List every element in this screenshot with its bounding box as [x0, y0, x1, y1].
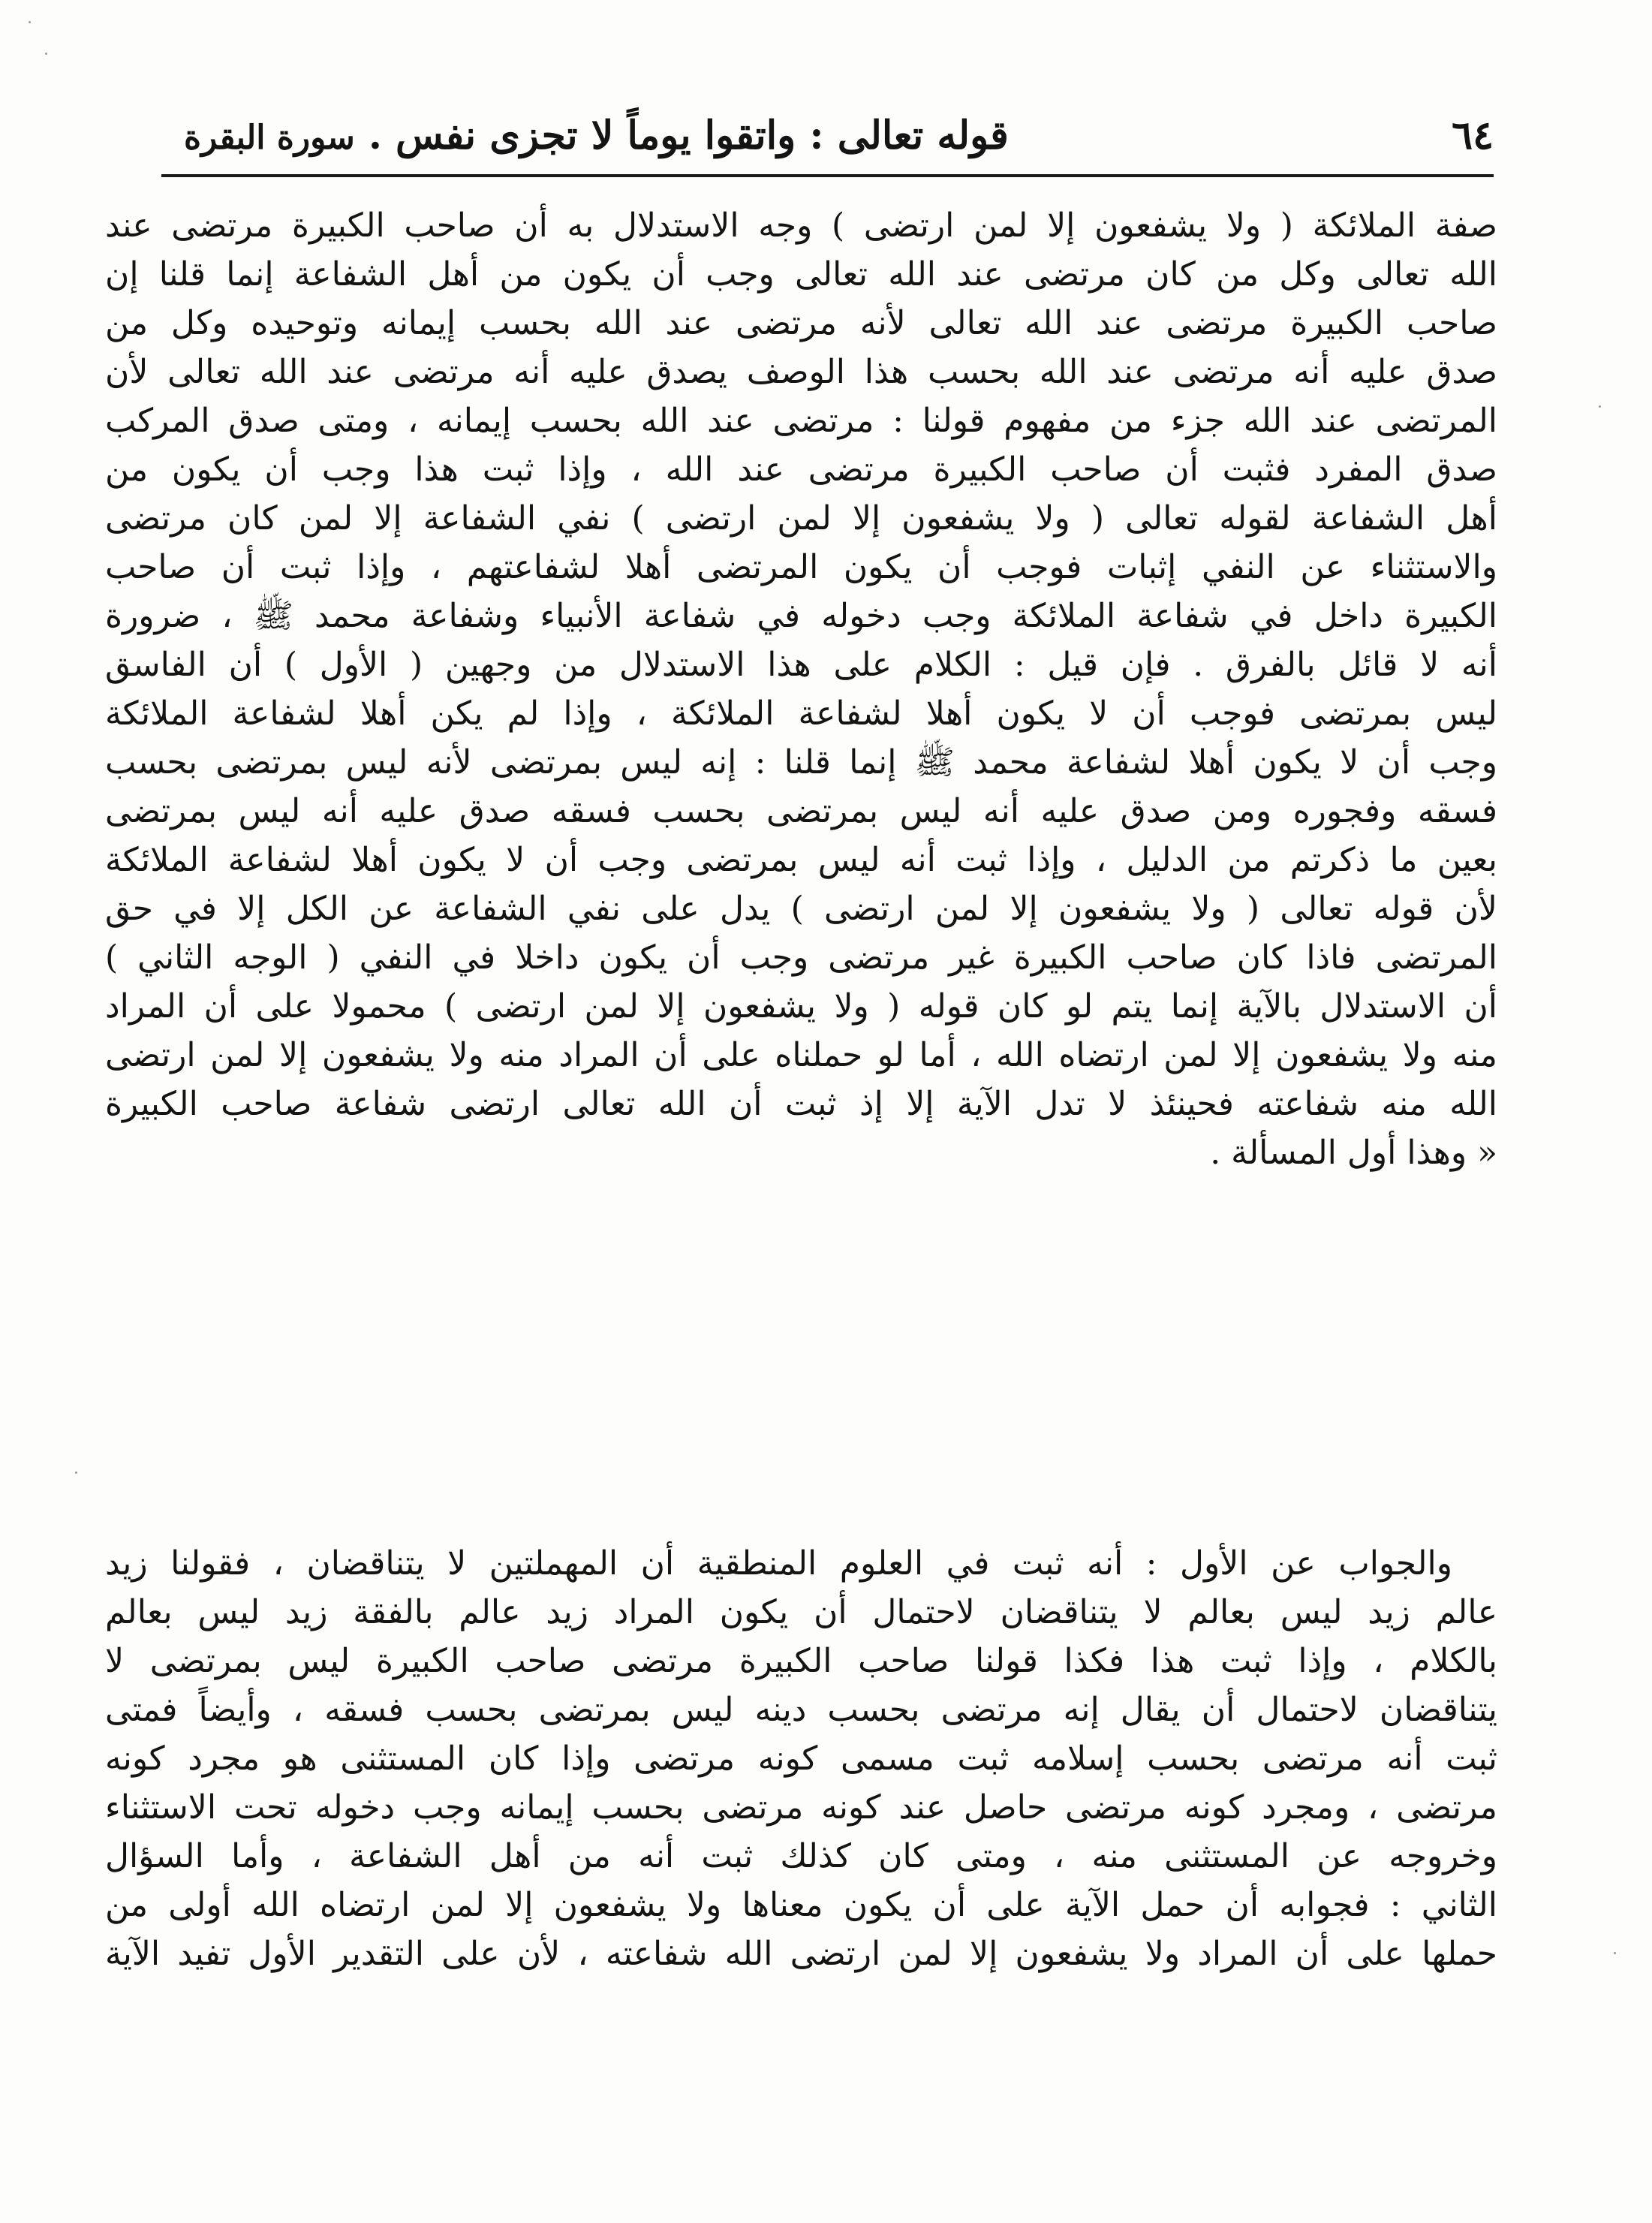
text-line: منه ولا يشفعون إلا لمن ارتضاه الله ، أما لو حملناه على أن المراد منه ولا يشفعون إلا لمن ارتضى [105, 1036, 1497, 1074]
text-line: المرتضى فاذا كان صاحب الكبيرة غير مرتضى وجب أن يكون داخلا في النفي ( الوجه الثاني ) [105, 938, 1497, 977]
text-line: أن الاستدلال بالآية إنما يتم لو كان قوله ( ولا يشفعون إلا لمن ارتضى ) محمولا على أن المراد [105, 987, 1497, 1026]
text-line: صدق عليه أنه مرتضى عند الله بحسب هذا الوصف يصدق عليه أنه مرتضى عند الله تعالى لأن [105, 353, 1497, 391]
paragraph-2 [105, 1539, 1497, 1978]
scan-speck [29, 21, 31, 23]
paragraph-1 [105, 201, 1497, 1177]
page-number: ٦٤ [1452, 112, 1494, 158]
running-title [161, 113, 1404, 158]
text-line: عالم زيد ليس بعالم لا يتناقضان لاحتمال أن يكون المراد زيد عالم بالفقة زيد ليس بعالم [105, 1593, 1497, 1631]
text-line: مرتضى ، ومجرد كونه مرتضى حاصل عند كونه مرتضى بحسب إيمانه وجب دخوله تحت الاستثناء [105, 1788, 1497, 1827]
running-title-text: قوله تعالى : واتقوا يوماً لا تجزى نفس . [368, 112, 1009, 158]
text-line: أنه لا قائل بالفرق . فإن قيل : الكلام على هذا الاستدلال من وجهين ( الأول ) أن الفاسق [105, 646, 1497, 684]
page-header [161, 105, 1494, 165]
text-line: الله منه شفاعته فحينئذ لا تدل الآية إلا إذ ثبت أن الله تعالى ارتضى شفاعة صاحب الكبيرة [105, 1085, 1497, 1123]
text-line: بالكلام ، وإذا ثبت هذا فكذا قولنا صاحب الكبيرة مرتضى صاحب الكبيرة ليس بمرتضى لا [105, 1642, 1497, 1680]
text-line: والاستثناء عن النفي إثبات فوجب أن يكون المرتضى أهلا لشفاعتهم ، وإذا ثبت أن صاحب [105, 548, 1497, 586]
text-line: يتناقضان لاحتمال أن يقال إنه مرتضى بحسب دينه ليس بمرتضى بحسب فسقه ، وأيضاً فمتى [105, 1691, 1497, 1729]
text-line: الثاني : فجوابه أن حمل الآية على أن يكون معناها ولا يشفعون إلا لمن ارتضاه الله أولى من [105, 1886, 1497, 1924]
scan-speck [75, 1471, 77, 1474]
scan-speck [1599, 405, 1601, 408]
scan-speck [1614, 1952, 1616, 1954]
text-line: صفة الملائكة ( ولا يشفعون إلا لمن ارتضى ) وجه الاستدلال به أن صاحب الكبيرة مرتضى عند [105, 206, 1497, 245]
text-line: المرتضى عند الله جزء من مفهوم قولنا : مرتضى عند الله بحسب إيمانه ، ومتى صدق المركب [105, 402, 1497, 440]
text-line: صدق المفرد فثبت أن صاحب الكبيرة مرتضى عند الله ، وإذا ثبت هذا وجب أن يكون من [105, 450, 1497, 489]
text-line: أهل الشفاعة لقوله تعالى ( ولا يشفعون إلا لمن ارتضى ) نفي الشفاعة إلا لمن كان مرتضى [105, 499, 1497, 538]
text-line: « وهذا أول المسألة . [1210, 1134, 1497, 1172]
text-line: وخروجه عن المستثنى منه ، ومتى كان كذلك ثبت أنه من أهل الشفاعة ، وأما السؤال [105, 1837, 1497, 1875]
text-line: بعين ما ذكرتم من الدليل ، وإذا ثبت أنه ليس بمرتضى وجب أن لا يكون أهلا لشفاعة الملائكة [105, 841, 1497, 879]
sura-name: سورة البقرة [184, 118, 355, 157]
header-rule [161, 174, 1494, 177]
text-line: والجواب عن الأول : أنه ثبت في العلوم المنطقية أن المهملتين لا يتناقضان ، فقولنا زيد [105, 1544, 1452, 1583]
text-line: وجب أن لا يكون أهلا لشفاعة محمد ﷺ إنما قلنا : إنه ليس بمرتضى لأنه ليس بمرتضى بحسب [105, 743, 1497, 782]
text-line: الكبيرة داخل في شفاعة الملائكة وجب دخوله في شفاعة الأنبياء وشفاعة محمد ﷺ ، ضرورة [105, 597, 1497, 635]
scan-speck [45, 53, 47, 55]
text-line: فسقه وفجوره ومن صدق عليه أنه ليس بمرتضى بحسب فسقه صدق عليه أنه ليس بمرتضى [105, 792, 1497, 830]
text-line: ثبت أنه مرتضى بحسب إسلامه ثبت مسمى كونه مرتضى وإذا كان المستثنى هو مجرد كونه [105, 1740, 1497, 1778]
text-line: حملها على أن المراد ولا يشفعون إلا لمن ارتضى الله شفاعته ، لأن على التقدير الأول تفيد الآية [105, 1935, 1497, 1973]
text-line: الله تعالى وكل من كان مرتضى عند الله تعالى وجب أن يكون من أهل الشفاعة إنما قلنا إن [105, 255, 1497, 294]
text-line: صاحب الكبيرة مرتضى عند الله تعالى لأنه مرتضى عند الله بحسب إيمانه وتوحيده وكل من [105, 304, 1497, 342]
text-line: ليس بمرتضى فوجب أن لا يكون أهلا لشفاعة الملائكة ، وإذا لم يكن أهلا لشفاعة الملائكة [105, 694, 1497, 733]
text-line: لأن قوله تعالى ( ولا يشفعون إلا لمن ارتضى ) يدل على نفي الشفاعة عن الكل إلا في حق [105, 890, 1497, 928]
